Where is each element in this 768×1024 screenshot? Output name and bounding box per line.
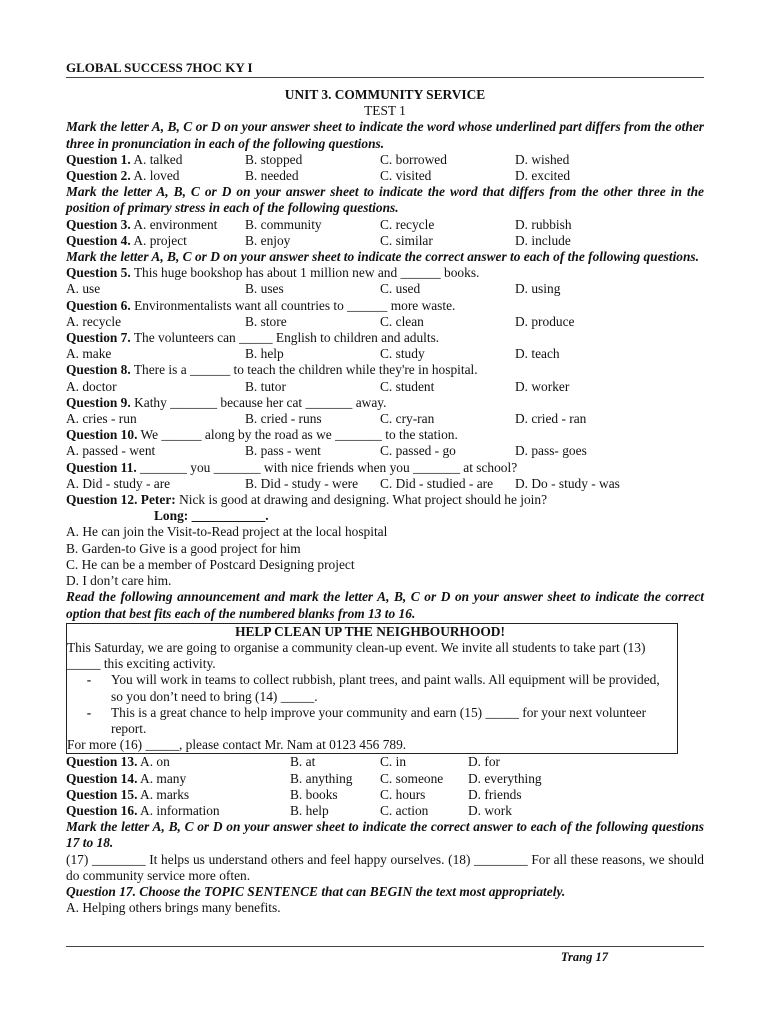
option-c: C. action <box>380 802 429 818</box>
option-d: D. worker <box>515 378 570 394</box>
question-text: _______ you _______ with nice friends when you _______ at school? <box>140 459 518 475</box>
option-b: B. cried - runs <box>245 411 322 427</box>
question-label: Question 16. <box>66 802 138 818</box>
question-stem <box>66 330 704 346</box>
bullet-marker: - <box>86 704 92 720</box>
option-a: A. Did - study - are <box>66 475 171 491</box>
option-a: A. talked <box>133 151 183 167</box>
option-d: D. using <box>515 281 561 297</box>
option-a: A. Helping others brings many benefits. <box>66 900 281 916</box>
options-row <box>66 411 704 427</box>
option-c: C. hours <box>380 786 426 802</box>
option-c: C. passed - go <box>380 443 456 459</box>
option-a: A. environment <box>133 216 218 232</box>
footer-divider <box>66 946 704 947</box>
test-title: TEST 1 <box>364 103 406 119</box>
document-header: GLOBAL SUCCESS 7HOC KY I <box>66 60 253 75</box>
option-b: B. help <box>290 802 329 818</box>
question-label: Question 10. <box>66 427 138 443</box>
question-label: Question 12. <box>66 492 138 508</box>
option-b: B. Did - study - were <box>245 475 359 491</box>
options-row <box>66 346 704 362</box>
instruction-announcement: Read the following announcement and mark the letter A, B, C or D on your answer sheet to indicate the correct option that best fits each of the numbered blanks from 13 to 16. <box>66 589 704 621</box>
question-label: Question 15. <box>66 786 138 802</box>
option-a: A. information <box>140 802 220 818</box>
announcement-bullet <box>67 705 673 737</box>
option-b: B. books <box>290 786 338 802</box>
options-row <box>66 281 704 297</box>
option-c: C. He can be a member of Postcard Designing project <box>66 556 355 572</box>
dialogue-reply <box>66 508 704 524</box>
question-row <box>66 771 704 787</box>
option-d: D. include <box>515 232 571 248</box>
question-text: There is a ______ to teach the children while they're in hospital. <box>133 362 478 378</box>
question-text: Nick is good at drawing and designing. What project should he join? <box>179 492 548 508</box>
option-a: A. cries - run <box>66 411 137 427</box>
header-divider <box>66 77 704 78</box>
question-stem <box>66 362 704 378</box>
answer-blank: ___________. <box>191 508 269 524</box>
worksheet-content <box>66 87 704 916</box>
option-b: B. community <box>245 216 322 232</box>
options-row <box>66 443 704 459</box>
option-c: C. clean <box>380 313 424 329</box>
instruction-stress: Mark the letter A, B, C or D on your answer sheet to indicate the word that differs from the other three in the position of primary stress in each of the following questions. <box>66 184 704 216</box>
option-a: A. marks <box>140 786 190 802</box>
option-c: C. borrowed <box>380 151 447 167</box>
option-a: A. passed - went <box>66 443 156 459</box>
option-d: D. pass- goes <box>515 443 587 459</box>
option-d: D. I don’t care him. <box>66 573 172 589</box>
option-b: B. needed <box>245 168 299 184</box>
question-stem <box>66 492 704 508</box>
option-a: A. on <box>140 754 170 770</box>
speaker-long: Long: <box>154 508 189 524</box>
question-row <box>66 803 704 819</box>
option-c: C. in <box>380 754 407 770</box>
option-a: A. project <box>133 232 187 248</box>
option-c: C. someone <box>380 770 444 786</box>
option-b: B. at <box>290 754 316 770</box>
bullet-marker: - <box>86 672 92 688</box>
option-d: D. work <box>468 802 512 818</box>
announcement-intro: This Saturday, we are going to organise a community clean-up event. We invite all students to take part (13) _____ this exciting activity. <box>67 639 646 672</box>
question-label: Question 7. <box>66 330 131 346</box>
question-label: Question 13. <box>66 754 138 770</box>
question-row <box>66 754 704 770</box>
question-stem <box>66 427 704 443</box>
passage-text: (17) ________ It helps us understand others and feel happy ourselves. (18) ________ For all these reasons, we should do community service more often. <box>66 851 704 883</box>
option-a: A. doctor <box>66 378 117 394</box>
option-d: D. friends <box>468 786 522 802</box>
question-text: The volunteers can _____ English to children and adults. <box>133 330 440 346</box>
option-c: C. recycle <box>380 216 435 232</box>
announcement-contact: For more (16) _____, please contact Mr. Nam at 0123 456 789. <box>67 737 407 753</box>
option-c: C. student <box>380 378 435 394</box>
options-row <box>66 314 704 330</box>
option-a: A. use <box>66 281 101 297</box>
page-number: Trang 17 <box>560 950 608 964</box>
option-d: D. cried - ran <box>515 411 587 427</box>
option-c: C. study <box>380 346 425 362</box>
option-b: B. store <box>245 313 287 329</box>
question-text: We ______ along by the road as we _______ to the station. <box>140 427 458 443</box>
option-a: A. make <box>66 346 112 362</box>
question-label: Question 8. <box>66 362 131 378</box>
question-label: Question 1. <box>66 151 131 167</box>
options-row <box>66 379 704 395</box>
question-label: Question 6. <box>66 297 131 313</box>
question-text: Environmentalists want all countries to ______ more waste. <box>134 297 456 313</box>
bullet-text: This is a great chance to help improve your community and earn (15) _____ for your next volunteer report. <box>111 704 647 736</box>
instruction-grammar: Mark the letter A, B, C or D on your answer sheet to indicate the correct answer to each of the following questions. <box>66 249 699 265</box>
question-stem <box>66 395 704 411</box>
question-label: Question 14. <box>66 770 138 786</box>
question-row <box>66 233 704 249</box>
options-row <box>66 476 704 492</box>
option-c: C. cry-ran <box>380 411 435 427</box>
question-label: Question 4. <box>66 232 131 248</box>
option-d: D. produce <box>515 313 575 329</box>
option-a: A. He can join the Visit-to-Read project at the local hospital <box>66 524 388 540</box>
option-b: B. pass - went <box>245 443 321 459</box>
option-a: A. loved <box>133 168 180 184</box>
question-text: Kathy _______ because her cat _______ away. <box>134 394 387 410</box>
question-row <box>66 152 704 168</box>
question-stem <box>66 298 704 314</box>
question-row <box>66 217 704 233</box>
question-stem <box>66 265 704 281</box>
option-c: C. used <box>380 281 421 297</box>
option-c: C. Did - studied - are <box>380 475 494 491</box>
question-label: Question 3. <box>66 216 131 232</box>
option-d: D. Do - study - was <box>515 475 620 491</box>
option-d: D. excited <box>515 168 571 184</box>
option-b: B. enjoy <box>245 232 291 248</box>
unit-title: UNIT 3. COMMUNITY SERVICE <box>284 87 486 102</box>
announcement-bullet <box>67 672 673 704</box>
option-d: D. rubbish <box>515 216 572 232</box>
option-b: B. stopped <box>245 151 303 167</box>
instruction-pronunciation: Mark the letter A, B, C or D on your answer sheet to indicate the word whose underlined part differs from the other three in pronunciation in each of the following questions. <box>66 119 704 151</box>
question-stem <box>66 460 704 476</box>
announcement-title: HELP CLEAN UP THE NEIGHBOURHOOD! <box>235 623 505 639</box>
option-c: C. similar <box>380 232 433 248</box>
question-label: Question 2. <box>66 168 131 184</box>
question-label: Question 11. <box>66 459 137 475</box>
option-b: B. uses <box>245 281 284 297</box>
option-b: B. help <box>245 346 284 362</box>
bullet-text: You will work in teams to collect rubbish, plant trees, and paint walls. All equipment will be provided, so you don’t need to bring (14) _____. <box>111 672 660 704</box>
question-label: Question 5. <box>66 265 131 281</box>
option-d: D. teach <box>515 346 560 362</box>
question-row <box>66 168 704 184</box>
option-c: C. visited <box>380 168 432 184</box>
option-d: D. everything <box>468 770 542 786</box>
option-b: B. anything <box>290 770 353 786</box>
speaker-peter: Peter: <box>140 492 176 508</box>
option-d: D. wished <box>515 151 570 167</box>
question-text: This huge bookshop has about 1 million new and ______ books. <box>133 265 480 281</box>
announcement-box <box>66 623 678 755</box>
question-row <box>66 787 704 803</box>
option-a: A. recycle <box>66 313 122 329</box>
option-b: B. tutor <box>245 378 286 394</box>
option-d: D. for <box>468 754 500 770</box>
option-b: B. Garden-to Give is a good project for him <box>66 540 301 556</box>
question-label: Question 9. <box>66 394 131 410</box>
instruction-passage: Mark the letter A, B, C or D on your answer sheet to indicate the correct answer to each of the following questions 17 to 18. <box>66 819 704 851</box>
question-17-stem: Question 17. Choose the TOPIC SENTENCE that can BEGIN the text most appropriately. <box>66 883 566 899</box>
option-a: A. many <box>140 770 187 786</box>
